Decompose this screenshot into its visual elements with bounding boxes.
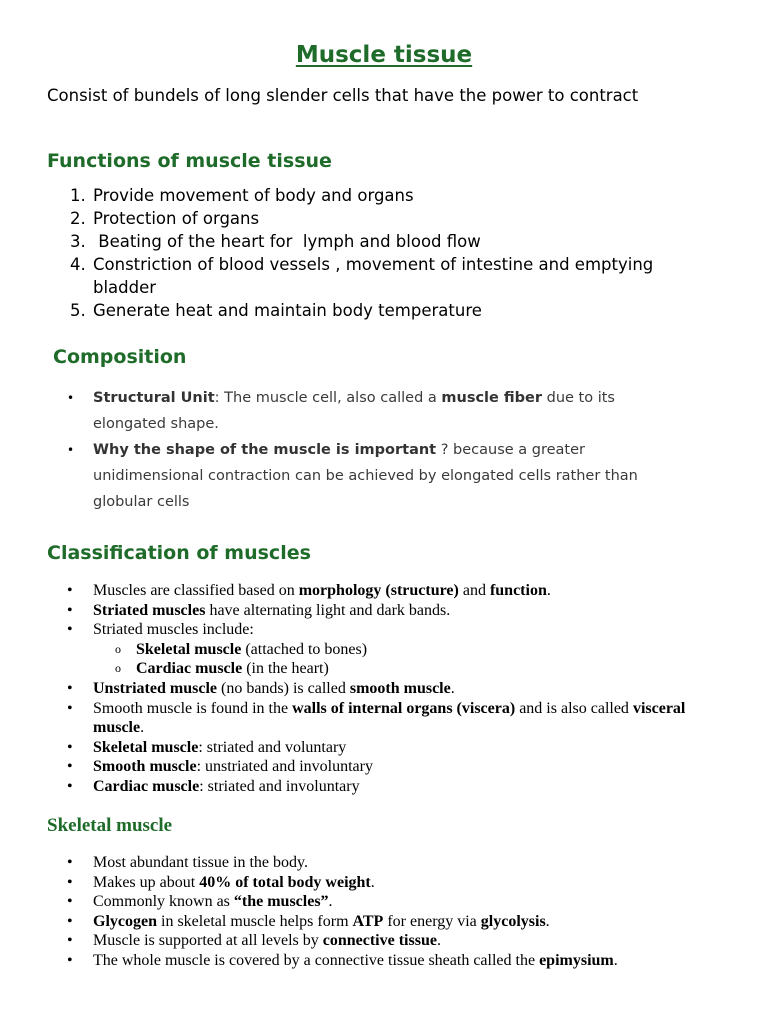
bold-term: Skeletal muscle [93, 738, 199, 756]
list-item-text [93, 699, 705, 738]
bold-term: smooth muscle [349, 679, 451, 697]
text-run: for energy via [383, 912, 481, 930]
bold-term: Cardiac muscle [93, 777, 200, 795]
list-item-text [93, 738, 346, 758]
text-run: in skeletal muscle helps form [157, 912, 353, 930]
list-item-text [136, 659, 329, 679]
text-run: and [458, 582, 490, 599]
text-run: Muscle is supported at all levels by [93, 932, 323, 950]
text-run: . [140, 719, 145, 737]
bullet-icon: • [67, 738, 73, 756]
text-run: . [450, 679, 455, 697]
list-number: 2. [70, 209, 86, 228]
bullet-icon: • [67, 912, 73, 930]
list-item-text: Constriction of blood vessels , movement of intestine and emptying bladder [93, 255, 654, 297]
bullet-icon: • [67, 621, 73, 639]
text-run: : striated and voluntary [198, 738, 347, 756]
text-run: . [436, 932, 441, 950]
bullet-icon: • [67, 777, 73, 795]
text-run: (no bands) is called [216, 679, 350, 697]
list-item [70, 253, 740, 299]
intro-text: Consist of bundels of long slender cells that have the power to contract [47, 86, 639, 105]
text-run: Muscles are classified based on [93, 582, 299, 599]
bullet-icon: • [67, 951, 73, 969]
text-run: . [545, 912, 550, 930]
list-item-text [93, 892, 333, 912]
list-item [67, 777, 727, 797]
composition-heading: Composition [53, 346, 187, 368]
skeletal-heading: Skeletal muscle [47, 815, 173, 836]
text-run: (attached to bones) [241, 640, 368, 658]
list-number: 4. [70, 255, 86, 274]
sub-list-item [67, 640, 727, 660]
bold-term: connective tissue [322, 932, 437, 950]
list-item-text [93, 951, 618, 971]
bullet-icon: • [67, 854, 73, 871]
list-item [70, 299, 740, 322]
classification-list [67, 581, 727, 797]
bullet-icon: • [67, 443, 75, 457]
bullet-icon: • [67, 679, 73, 697]
list-item-text: Most abundant tissue in the body. [93, 854, 308, 871]
list-item-text [93, 777, 360, 797]
list-item [67, 437, 707, 515]
bold-term: Skeletal muscle [136, 640, 242, 658]
text-run: . [613, 951, 618, 969]
list-item-text: Protection of organs [93, 209, 260, 228]
bold-term: “the muscles” [233, 893, 329, 911]
list-item-text [93, 601, 450, 621]
list-item-text [93, 757, 373, 777]
bold-term: walls of internal organs (viscera) [292, 699, 516, 717]
bold-term: Smooth muscle [93, 758, 197, 776]
sub-list-item [67, 659, 727, 679]
bold-term: 40% of total body weight [199, 873, 371, 891]
list-item [67, 951, 737, 971]
text-run: have alternating light and dark bands. [205, 601, 451, 619]
bold-term: Structural Unit [93, 390, 215, 406]
text-run: due to its elongated shape. [93, 390, 615, 432]
list-item [67, 699, 727, 738]
text-run: The whole muscle is covered by a connective tissue sheath called the [93, 951, 540, 969]
list-item [67, 738, 727, 758]
bold-term: Unstriated muscle [93, 679, 217, 697]
list-number: 3. [70, 232, 86, 251]
bold-term: Cardiac muscle [136, 660, 243, 678]
text-run: : The muscle cell, also called a [214, 390, 442, 406]
bold-term: Glycogen [93, 912, 157, 930]
bold-term: ATP [352, 912, 384, 930]
list-item-text [93, 679, 455, 699]
list-item [67, 679, 727, 699]
list-item [67, 620, 727, 640]
bullet-icon: • [67, 699, 73, 717]
text-run: . [370, 873, 375, 891]
list-item [70, 184, 740, 207]
list-item-text: Striated muscles include: [93, 621, 254, 639]
list-item [67, 892, 737, 912]
bold-term: epimysium [539, 951, 614, 969]
list-item-text: Generate heat and maintain body temperature [93, 301, 482, 320]
bold-term: Striated muscles [93, 601, 206, 619]
list-item [70, 230, 740, 253]
text-run: (in the heart) [242, 660, 329, 678]
skeletal-list [67, 853, 737, 971]
bullet-icon: • [67, 893, 73, 911]
list-item [67, 601, 727, 621]
list-item [67, 581, 727, 601]
bullet-icon: • [67, 601, 73, 619]
list-item-text [93, 581, 551, 601]
list-item [67, 757, 727, 777]
list-item-text: Beating of the heart for lymph and blood flow [93, 232, 481, 251]
text-run: : striated and involuntary [199, 777, 360, 795]
list-item-text [93, 873, 375, 893]
list-item-text: Provide movement of body and organs [93, 186, 414, 205]
page-title: Muscle tissue [295, 42, 473, 68]
bullet-icon: • [67, 873, 73, 891]
text-run: ? because a greater unidimensional contraction can be achieved by elongated cells rather than globular cells [93, 442, 638, 510]
bold-term: morphology (structure) [298, 582, 459, 599]
list-item-text [136, 640, 367, 660]
text-run: . [546, 582, 551, 599]
list-number: 5. [70, 301, 86, 320]
list-item-text [93, 385, 663, 437]
list-item-text [93, 931, 441, 951]
circle-bullet-icon: o [115, 661, 121, 676]
text-run: and is also called [515, 699, 633, 717]
list-item [67, 853, 737, 873]
classification-heading: Classification of muscles [47, 542, 311, 564]
bullet-icon: • [67, 932, 73, 950]
list-number: 1. [70, 186, 86, 205]
composition-list [67, 385, 707, 515]
functions-list [70, 184, 740, 322]
bold-term: muscle fiber [441, 390, 543, 406]
bold-term: Why the shape of the muscle is important [93, 442, 437, 458]
bullet-icon: • [67, 391, 75, 405]
list-item [70, 207, 740, 230]
text-run: Makes up about [93, 873, 200, 891]
circle-bullet-icon: o [115, 641, 121, 656]
text-run: Commonly known as [93, 893, 234, 911]
list-item-text [93, 912, 550, 932]
functions-heading: Functions of muscle tissue [47, 150, 332, 172]
bold-term: glycolysis [480, 912, 546, 930]
bold-term: function [489, 582, 547, 599]
bold-term: visceral muscle [93, 699, 686, 737]
bullet-icon: • [67, 582, 73, 599]
text-run: : unstriated and involuntary [196, 758, 373, 776]
bullet-icon: • [67, 758, 73, 776]
text-run: . [328, 893, 333, 911]
list-item [67, 912, 737, 932]
list-item [67, 931, 737, 951]
text-run: Smooth muscle is found in the [93, 699, 293, 717]
list-item [67, 385, 707, 437]
list-item [67, 873, 737, 893]
list-item-text [93, 437, 688, 515]
